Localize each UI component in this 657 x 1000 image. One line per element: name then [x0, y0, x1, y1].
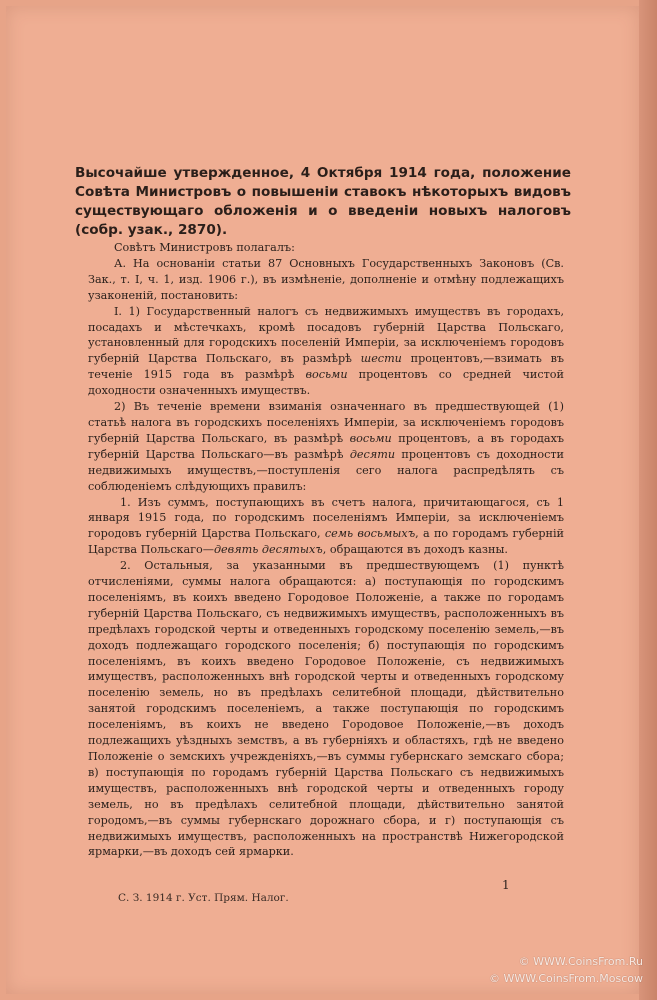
paragraph-intro: Совѣтъ Министровъ полагалъ:	[114, 241, 295, 254]
paragraph-rule-2: 2. Остальныя, за указанными въ предшествующемъ (1) пунктѣ отчисленіями, суммы налога обращаются: а) поступающія по городскимъ поселеніямъ, въ коихъ введено Городовое Положеніе, а также по городамъ губерній Царства Польскаго, съ недвижимыхъ имуществъ, расположенныхъ въ предѣлахъ городской черты и отведенныхъ городскому поселенію земель,—въ доходъ подлежащаго городского поселенія; б) поступающія по городскимъ поселеніямъ, въ коихъ введено Городовое Положеніе, съ недвижимыхъ имуществъ, расположенныхъ внѣ городской черты и отведенныхъ городскому поселенію земель, но въ предѣлахъ селитебной площади, дѣйствительно занятой городскимъ поселеніемъ, а также поступающія по городскимъ поселеніямъ, въ коихъ не введено Городовое Положеніе,—въ доходъ подлежащихъ уѣздныхъ земствъ, а въ губерніяхъ и областяхъ, гдѣ не введено Положеніе о земскихъ учрежденіяхъ,—въ суммы губернскаго земскаго сбора; в) поступающія по городамъ губерній Царства Польскаго съ недвижимыхъ имуществъ, расположенныхъ внѣ городской черты и отведенныхъ городу земель, но въ предѣлахъ селитебной площади, дѣйствительно занятой городомъ,—въ суммы губернскаго дорожнаго сбора, и г) поступающія съ недвижимыхъ имуществъ, расположенныхъ на пространствѣ Нижегородской ярмарки,—въ доходъ сей ярмарки.	[88, 559, 564, 859]
paragraph-a: А. На основаніи статьи 87 Основныхъ Государственныхъ Законовъ (Св. Зак., т. I, ч. 1, изд. 1906 г.), въ измѣненіе, дополненіе и отмѣну подлежащихъ узаконеній, постановить:	[88, 256, 564, 302]
document-title: Высочайше утвержденное, 4 Октября 1914 года, положение Совѣта Министровъ о повышеніи ставокъ нѣкоторыхъ видовъ существующаго обложенія и о введеніи новыхъ налоговъ (собр. узак., 2870).	[75, 165, 571, 238]
watermark-line-1: © WWW.CoinsFrom.Ru	[518, 955, 643, 968]
page-number: 1	[502, 878, 510, 892]
footer-source: С. З. 1914 г. Уст. Прям. Налог.	[118, 892, 289, 904]
page-edge	[639, 0, 657, 1000]
watermark-line-2: © WWW.CoinsFrom.Moscow	[488, 972, 643, 985]
document-body	[88, 240, 564, 860]
paragraph-item-2: 2) Въ теченіе времени взиманія означеннаго въ предшествующей (1) статьѣ налога въ городскихъ поселеніяхъ Имперіи, за исключеніемъ городовъ губерній Царства Польскаго, въ размѣрѣ восьми процентовъ, а въ городахъ губерній Царства Польскаго—въ размѣрѣ десяти процентовъ съ доходности недвижимыхъ имуществъ,—поступленія сего налога распредѣлять съ соблюденіемъ слѣдующихъ правилъ:	[88, 400, 565, 493]
paragraph-item-1: I. 1) Государственный налогъ съ недвижимыхъ имуществъ въ городахъ, посадахъ и мѣстечкахъ, кромѣ посадовъ губерній Царства Польскаго, установленный для городскихъ поселеній Имперіи, за исключеніемъ городовъ губерній Царства Польскаго, въ размѣрѣ шести процентовъ,—взимать въ теченіе 1915 года въ размѣрѣ восьми процентовъ со средней чистой доходности означенныхъ имуществъ.	[88, 304, 564, 398]
paragraph-rule-1: 1. Изъ суммъ, поступающихъ въ счетъ налога, причитающагося, съ 1 января 1915 года, по городскимъ поселеніямъ Имперіи, за исключеніемъ городовъ губерній Царства Польскаго, семь восьмыхъ, а по городамъ губерній Царства Польскаго—девять десятыхъ, обращаются въ доходъ казны.	[88, 495, 565, 557]
